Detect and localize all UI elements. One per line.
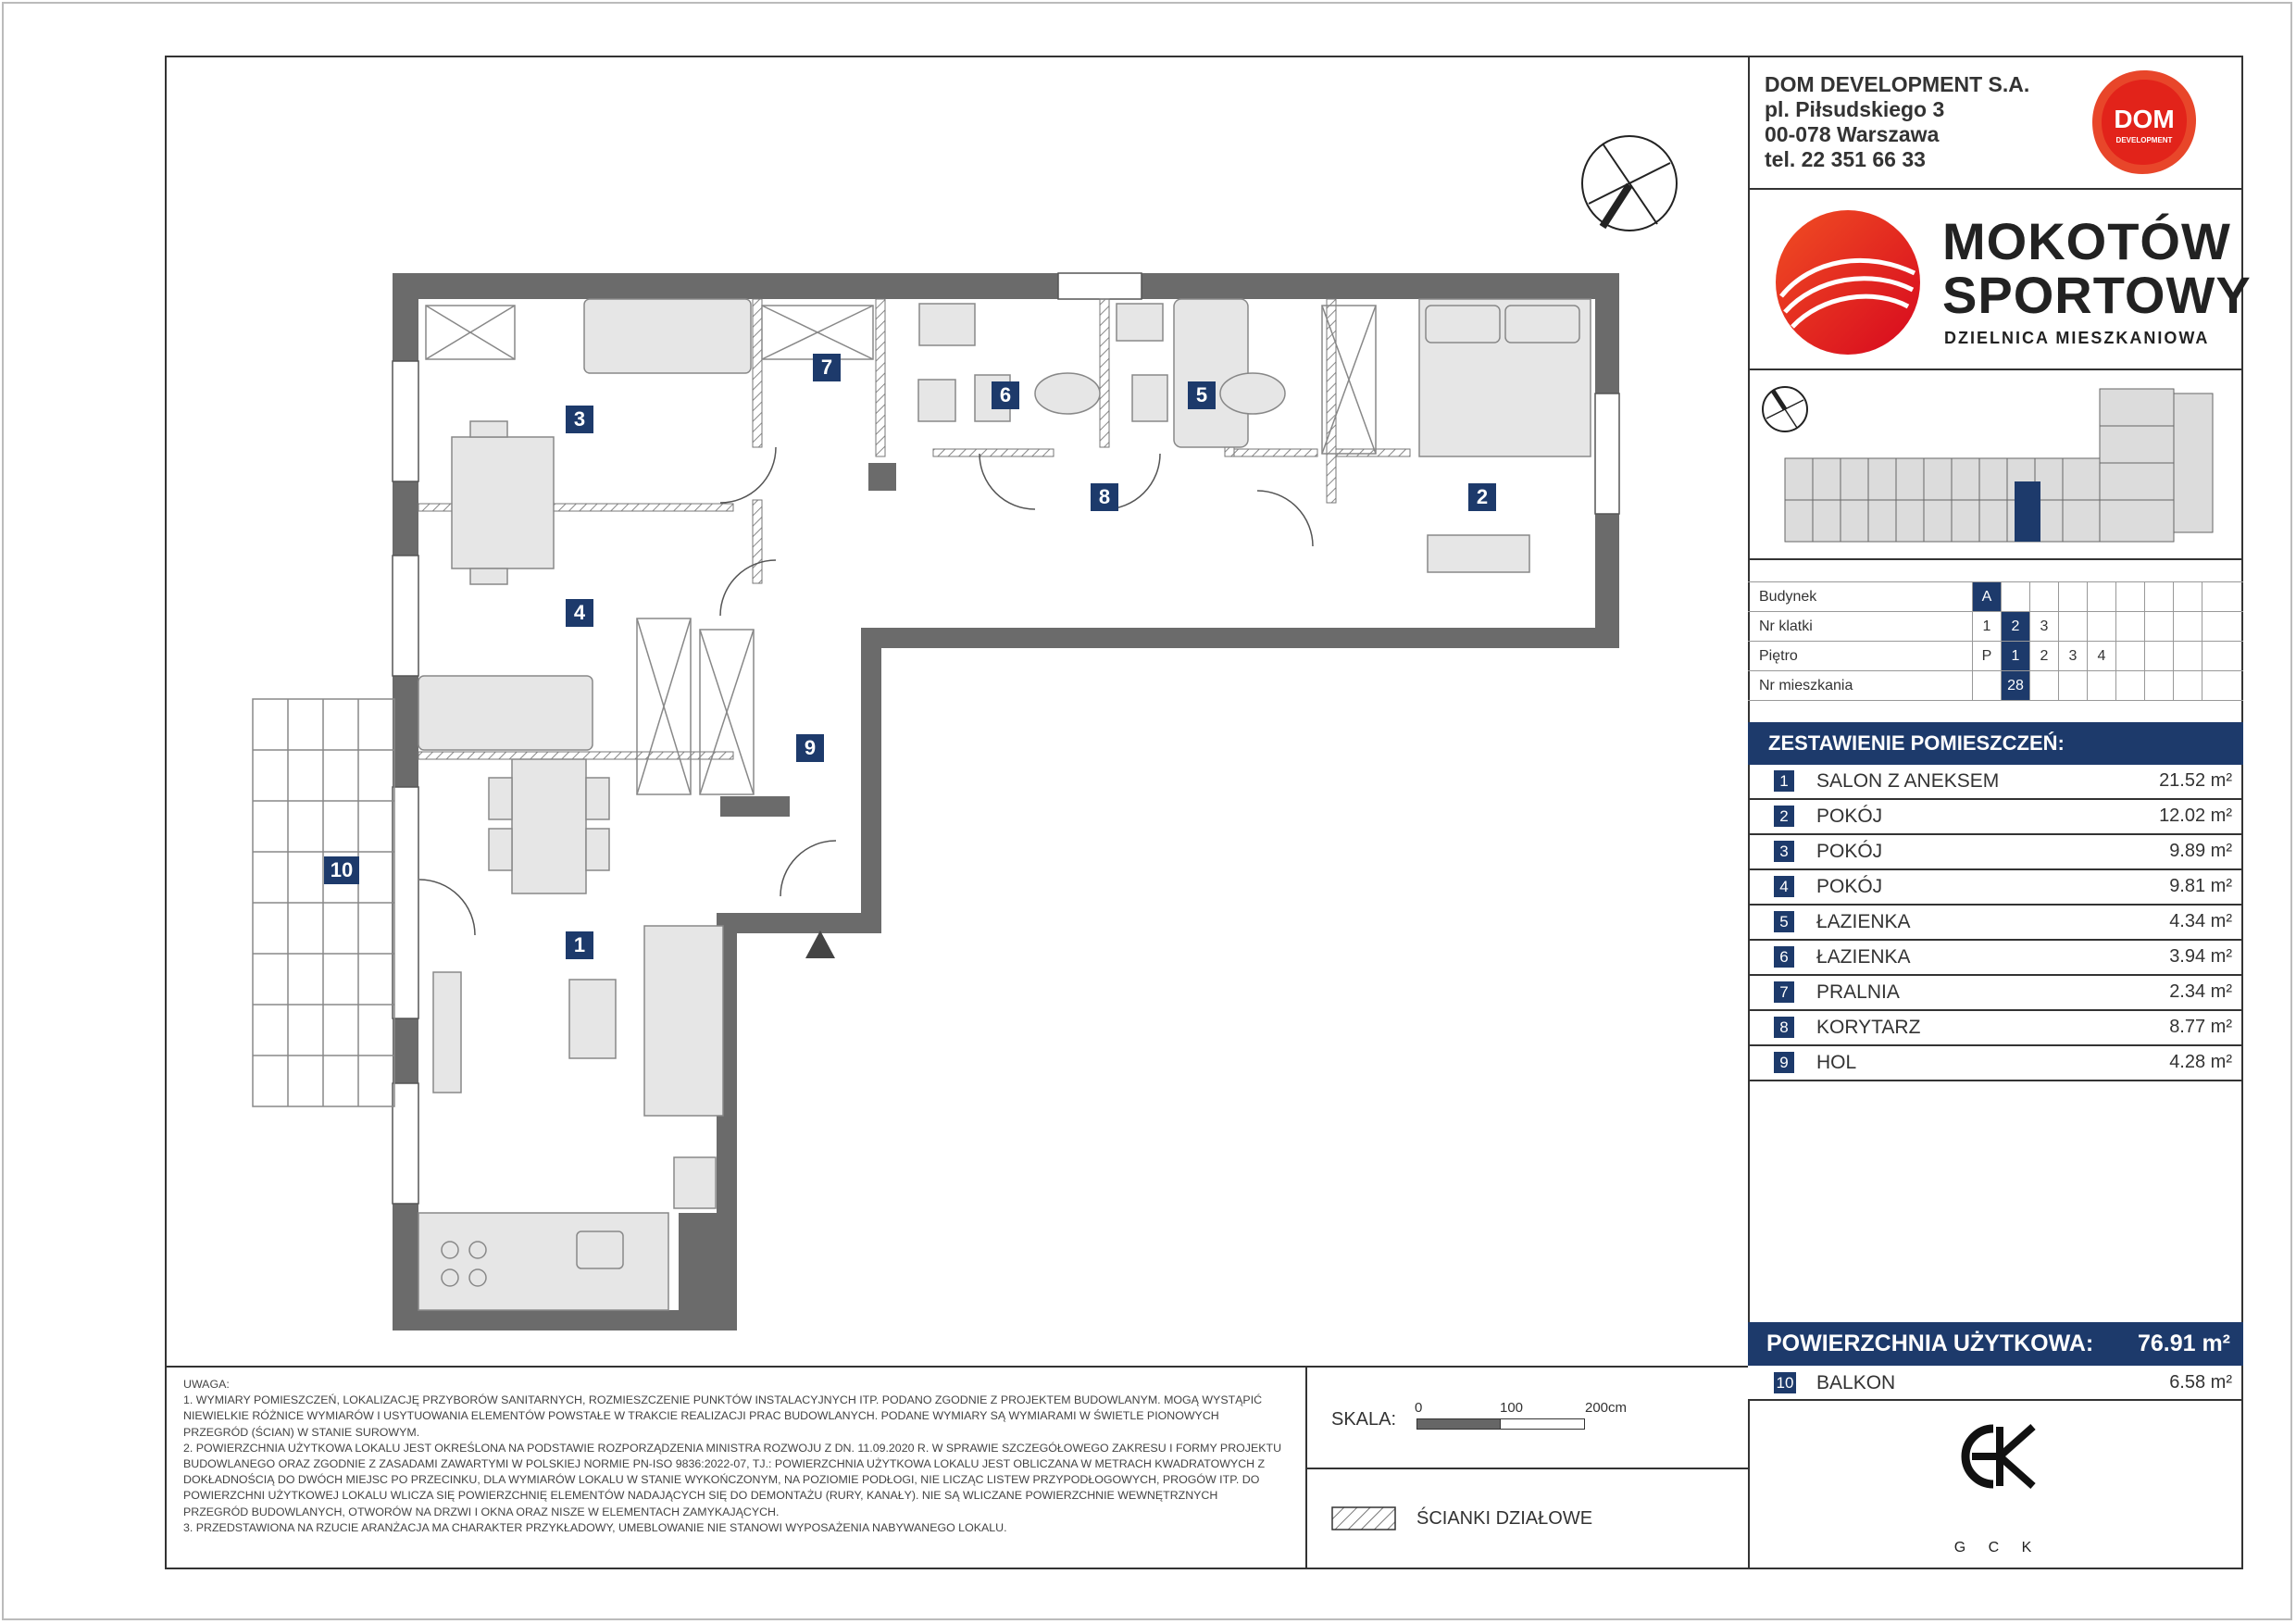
key-map (1748, 370, 2243, 560)
gck-logo-icon (1952, 1419, 2044, 1493)
room-row (1748, 941, 2243, 976)
brand-block (1748, 190, 2252, 370)
plan-label-8: 8 (1091, 483, 1118, 511)
north-arrow-small-icon (1763, 387, 1807, 431)
company-address1: pl. Piłsudskiego 3 (1765, 97, 1945, 121)
room-number: 6 (1774, 946, 1794, 968)
mokotow-logo-icon (1774, 208, 1922, 356)
plan-label-6: 6 (992, 381, 1019, 409)
info-table-row (1748, 581, 2243, 611)
room-row (1748, 1011, 2243, 1046)
info-table-cell (2087, 582, 2115, 611)
plan-label-5: 5 (1188, 381, 1216, 409)
info-table-cell: 2 (2001, 612, 2029, 641)
info-table-cell (2173, 671, 2202, 700)
svg-text:DOM: DOM (2114, 105, 2175, 133)
svg-text:DEVELOPMENT: DEVELOPMENT (2115, 136, 2173, 144)
scale-bar-light (1500, 1418, 1585, 1430)
partition-legend-swatch (1331, 1506, 1396, 1530)
info-table-cell (2202, 671, 2230, 700)
info-table-label: Piętro (1759, 648, 1798, 664)
info-table-cell (2202, 642, 2230, 670)
room-name: HOL (1816, 1052, 1857, 1073)
room-number: 3 (1774, 841, 1794, 862)
plan-label-10: 10 (324, 856, 359, 884)
room-number: 9 (1774, 1052, 1794, 1073)
room-number: 5 (1774, 911, 1794, 932)
room-row (1748, 870, 2243, 906)
room-area: 3.94 m² (2169, 946, 2232, 967)
info-table-label: Nr klatki (1759, 618, 1813, 634)
info-table-cell: 1 (2001, 642, 2029, 670)
note-item: 1. WYMIARY POMIESZCZEŃ, LOKALIZACJĘ PRZYBORÓW SANITARNYCH, ROZMIESZCZENIE PUNKTÓW INSTALACYJNYCH ITP. PODANO ZGODNIE Z PROJEKTEM BUDOWLANYM. MOGĄ WYSTĄPIĆ NIEWIELKIE RÓŻNICE WYMIARÓW I USYTUOWANIA ELEMENTÓW POWSTAŁE W TRAKCIE REALIZACJI PRAC BUDOWLANYCH. PODANE WYMIARY SĄ WYMIARAMI W ŚWIETLE PIONOWYCH PRZEGRÓD (ŚCIAN) W STANIE SUROWYM. (183, 1393, 1263, 1439)
balcony-name: BALKON (1816, 1372, 1896, 1393)
room-number: 7 (1774, 981, 1794, 1003)
plan-label-3: 3 (566, 406, 593, 433)
scale-label: SKALA: (1331, 1409, 1397, 1430)
dom-development-logo (2089, 67, 2200, 178)
info-table-row (1748, 641, 2243, 670)
info-table-cell (2001, 582, 2029, 611)
scale-bar-dark (1416, 1418, 1502, 1430)
info-table-cell (2029, 582, 2058, 611)
info-table-cell (2202, 612, 2230, 641)
note-item: 2. POWIERZCHNIA UŻYTKOWA LOKALU JEST OKREŚLONA NA PODSTAWIE ROZPORZĄDZENIA MINISTRA ROZWOJU Z DN. 11.09.2020 R. W SPRAWIE SZCZEGÓŁOWEGO ZAKRESU I FORMY PROJEKTU BUDOWLANEGO ORAZ ZGODNIE Z ZASADAMI ZAWARTYMI W POLSKIEJ NORMIE PN-ISO 9836:2022-07, TJ.: POWIERZCHNIA UŻYTKOWA LOKALU JEST OBLICZANA W METRACH KWADRATOWYCH Z DOKŁADNOŚCIĄ DO DWÓCH MIEJSC PO PRZECINKU, DLA WYMIARÓW LOKALU W STANIE WYKOŃCZONYM, NA POZIOMIE PODŁOGI, NIE LICZĄC LISTEW PRZYPODŁOGOWYCH, PROGÓW ITP. DO POWIERZCHNI UŻYTKOWEJ LOKALU WLICZA SIĘ POWIERZCHNIĘ ELEMENTÓW NADAJĄCYCH SIĘ DO DEMONTAŻU (RURY, KANAŁY). NIE SĄ WLICZANE POWIERZCHNIE WEWNĘTRZNYCH PRZEGRÓD BUDOWLANYCH, OTWORÓW NA DRZWI I OKNA ORAZ NISZE W ELEMENTACH ZAMYKAJĄCYCH. (183, 1441, 1282, 1518)
info-table-cell (2173, 582, 2202, 611)
info-table-cell (2173, 642, 2202, 670)
room-row (1748, 976, 2243, 1011)
note-item: 3. PRZEDSTAWIONA NA RZUCIE ARANŻACJA MA CHARAKTER PRZYKŁADOWY, UMEBLOWANIE NIE STANOWI WYPOSAŻENIA NABYWANEGO LOKALU. (183, 1520, 1007, 1534)
info-table-cell (2144, 582, 2173, 611)
floor-plan-drawing (165, 56, 1748, 1366)
scale-tick-200: 200cm (1585, 1400, 1628, 1416)
entrance-arrow-icon (805, 931, 835, 958)
room-name: ŁAZIENKA (1816, 911, 1911, 932)
plan-label-1: 1 (566, 931, 593, 959)
plan-label-2: 2 (1468, 483, 1496, 511)
info-table-cell (2058, 612, 2087, 641)
room-area: 12.02 m² (2159, 806, 2232, 826)
room-number: 2 (1774, 806, 1794, 827)
room-area: 9.81 m² (2169, 876, 2232, 896)
partition-legend-label: ŚCIANKI DZIAŁOWE (1416, 1508, 1593, 1529)
rooms-list (1748, 765, 2243, 1081)
balcony-area: 6.58 m² (2169, 1372, 2232, 1393)
room-number: 1 (1774, 770, 1794, 792)
gck-letters: G C K (1953, 1540, 2041, 1555)
info-table-cell (2115, 642, 2144, 670)
info-table-label: Budynek (1759, 589, 1817, 605)
room-area: 9.89 m² (2169, 841, 2232, 861)
info-table (1748, 581, 2243, 701)
room-name: ŁAZIENKA (1816, 946, 1911, 968)
company-name: DOM DEVELOPMENT S.A. (1765, 72, 2030, 96)
info-table-cell (2144, 671, 2173, 700)
building-outline (1785, 389, 2213, 542)
info-table-cell: A (1972, 582, 2001, 611)
scale-tick-0: 0 (1415, 1400, 1423, 1416)
info-table-cell (2115, 671, 2144, 700)
rooms-header: ZESTAWIENIE POMIESZCZEŃ: (1748, 722, 2243, 765)
scale-divider (1307, 1468, 1748, 1469)
room-name: POKÓJ (1816, 876, 1883, 897)
balcony-number: 10 (1774, 1372, 1796, 1393)
info-table-cell: 3 (2058, 642, 2087, 670)
apartment-marker (2015, 481, 2040, 542)
info-table-cell (2058, 582, 2087, 611)
scale-tick-100: 100 (1500, 1400, 1524, 1416)
info-table-cell: 28 (2001, 671, 2029, 700)
info-table-cell (2115, 582, 2144, 611)
gck-block (1748, 1401, 2243, 1569)
info-table-cell (2144, 642, 2173, 670)
info-table-cell (1972, 671, 2001, 700)
info-table-cell: 2 (2029, 642, 2058, 670)
notes-title: UWAGA: (183, 1378, 230, 1391)
company-block (1748, 56, 2243, 190)
company-address2: 00-078 Warszawa (1765, 122, 1940, 146)
info-table-cell (2173, 612, 2202, 641)
info-table-cell (2029, 671, 2058, 700)
info-table-cell (2202, 582, 2230, 611)
info-table-cell (2115, 612, 2144, 641)
north-arrow-icon (1582, 136, 1677, 231)
info-table-cell (2144, 612, 2173, 641)
info-table-cell (2087, 612, 2115, 641)
brand-line3: DZIELNICA MIESZKANIOWA (1944, 329, 2210, 347)
info-table-cell: P (1972, 642, 2001, 670)
room-row (1748, 800, 2243, 835)
brand-line2: SPORTOWY (1942, 266, 2252, 324)
room-number: 8 (1774, 1017, 1794, 1038)
room-area: 4.28 m² (2169, 1052, 2232, 1072)
room-row (1748, 1046, 2243, 1081)
balcony-row (1748, 1366, 2243, 1401)
scale-legend-block (1305, 1366, 1748, 1569)
info-table-cell: 1 (1972, 612, 2001, 641)
room-row (1748, 906, 2243, 941)
room-name: PRALNIA (1816, 981, 1900, 1003)
plan-label-4: 4 (566, 599, 593, 627)
total-area-row (1748, 1322, 2243, 1366)
room-row (1748, 835, 2243, 870)
plan-label-7: 7 (813, 354, 841, 381)
room-area: 2.34 m² (2169, 981, 2232, 1002)
room-row (1748, 765, 2243, 800)
room-name: SALON Z ANEKSEM (1816, 770, 2000, 792)
total-area-value: 76.91 m² (2137, 1330, 2230, 1356)
room-area: 8.77 m² (2169, 1017, 2232, 1037)
info-table-cell (2058, 671, 2087, 700)
floor-plan (165, 56, 1748, 1366)
brand-line1: MOKOTÓW (1942, 212, 2231, 270)
room-name: POKÓJ (1816, 841, 1883, 862)
info-table-row (1748, 611, 2243, 641)
info-table-cell: 3 (2029, 612, 2058, 641)
room-number: 4 (1774, 876, 1794, 897)
plan-label-9: 9 (796, 734, 824, 762)
room-area: 4.34 m² (2169, 911, 2232, 931)
info-table-cell: 4 (2087, 642, 2115, 670)
notes-block (165, 1366, 1305, 1569)
total-area-label: POWIERZCHNIA UŻYTKOWA: (1766, 1330, 2094, 1356)
company-phone: tel. 22 351 66 33 (1765, 147, 1926, 171)
balcony-tiles (253, 699, 394, 1106)
room-name: KORYTARZ (1816, 1017, 1921, 1038)
info-table-cell (2087, 671, 2115, 700)
info-table-label: Nr mieszkania (1759, 678, 1853, 693)
info-table-row (1748, 670, 2243, 701)
room-name: POKÓJ (1816, 806, 1883, 827)
room-area: 21.52 m² (2159, 770, 2232, 791)
